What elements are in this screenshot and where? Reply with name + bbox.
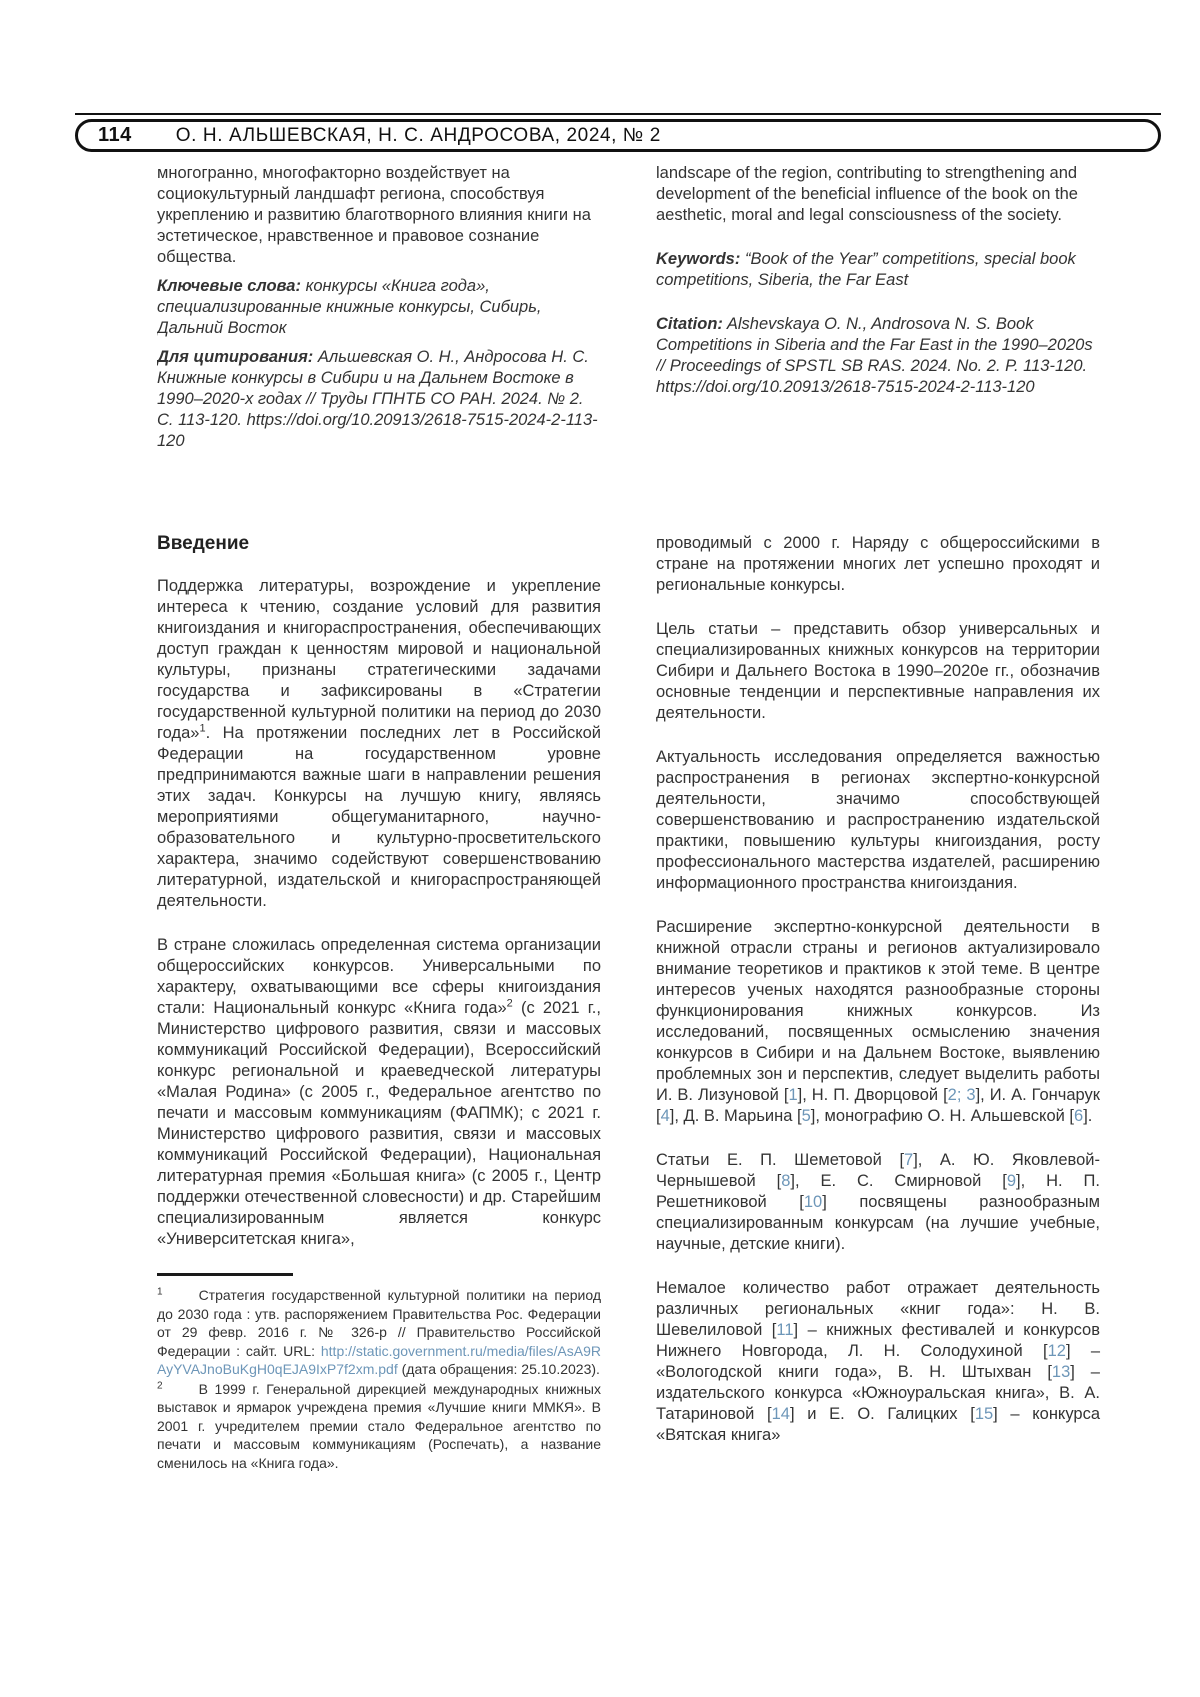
text-segment: конкурсы «Книга года», специализированные книжные конкурсы, Сибирь, Дальний Восток bbox=[157, 277, 542, 337]
left-column bbox=[157, 163, 601, 1473]
paragraph bbox=[157, 347, 601, 452]
text-segment: ] – книжных фестивалей и конкурсов Нижнего Новгорода, Л. Н. Солодухиной [ bbox=[656, 1321, 1100, 1360]
left-body-text bbox=[157, 576, 601, 1250]
text-segment: landscape of the region, contributing to strengthening and development of the beneficial influence of the book on the aesthetic, moral and legal consciousness of the society. bbox=[656, 164, 1078, 224]
text-segment: ] посвящены разнообразным специализированным конкурсам (на лучшие учебные, научные, детские книги). bbox=[656, 1193, 1100, 1253]
paragraph bbox=[656, 619, 1100, 724]
text-segment: ], Д. В. Марьина [ bbox=[669, 1107, 802, 1125]
paragraph bbox=[656, 747, 1100, 894]
header-top-rule bbox=[75, 113, 1161, 115]
citation-ref[interactable]: 2; 3 bbox=[947, 1086, 976, 1104]
text-segment: ] – издательского конкурса «Южноуральская книга», В. А. Татариновой [ bbox=[656, 1363, 1100, 1423]
text-segment: ], Е. С. Смирновой [ bbox=[790, 1172, 1007, 1190]
running-title: О. Н. АЛЬШЕВСКАЯ, Н. С. АНДРОСОВА, 2024, № 2 bbox=[175, 124, 661, 146]
running-header bbox=[75, 119, 1161, 152]
text-segment: Стратегия государственной культурной политики на период до 2030 года : утв. распоряжением Правительства Рос. Федерации от 29 февр. 2016 г. № 326-р // Правительство Российской Федерации : сайт. URL: bbox=[157, 1287, 601, 1359]
paragraph bbox=[656, 249, 1100, 291]
citation-ref[interactable]: 7 bbox=[904, 1151, 914, 1169]
text-segment: В 1999 г. Генеральной дирекцией международных книжных выставок и ярмарок учреждена премия «Лучшие книги ММКЯ». В 2001 г. учредителем премии стало Федеральное агентство по печати и массовым коммуникациям (Роспечать), а название сменилось на «Книга года». bbox=[157, 1380, 601, 1471]
text-segment: многогранно, многофакторно воздействует на социокультурный ландшафт региона, способствуя укреплению и развитию благотворного влияния книги на эстетическое, нравственное и правовое сознание общества. bbox=[157, 164, 591, 266]
text-segment: (с 2021 г., Министерство цифрового развития, связи и массовых коммуникаций Российской Федерации), Всероссийский конкурс региональной и краеведческой литературы «Малая Родина» (с 2005 г., Федеральное агентство по печати и массовым коммуникациям (ФАПМК); с 2021 г. Министерство цифрового развития, связи и массовых коммуникаций Российской Федерации), Национальная литературная премия «Большая книга» (с 2005 г., Центр поддержки отечественной словесности) и др. Старейшим специализированным является конкурс «Университетская книга», bbox=[157, 999, 601, 1248]
citation-ref[interactable]: 12 bbox=[1047, 1342, 1066, 1360]
text-segment: Цель статьи – представить обзор универсальных и специализированных книжных конкурсов на территории Сибири и Дальнего Востока в 1990–2020е гг., обозначив основные тенденции и перспективные направления их деятельности. bbox=[656, 620, 1100, 722]
footnote-divider bbox=[157, 1273, 293, 1276]
two-column-content bbox=[157, 163, 1100, 1473]
citation-ref[interactable]: 6 bbox=[1074, 1107, 1084, 1125]
footnotes-block bbox=[157, 1286, 601, 1472]
text-segment: ], монографию О. Н. Альшевской [ bbox=[810, 1107, 1075, 1125]
paragraph bbox=[157, 276, 601, 339]
text-segment: Ключевые слова: bbox=[157, 277, 301, 295]
text-segment: Альшевская О. Н., Андросова Н. С. Книжные конкурсы в Сибири и на Дальнем Востоке в 1990–2020-х годах // Труды ГПНТБ СО РАН. 2024. № 2. С. 113-120. https://doi.org/10.20913/2618-7515-2024-2-113-120 bbox=[157, 348, 598, 450]
footnote-marker: 2 bbox=[506, 997, 513, 1010]
hyperlink[interactable]: http://static.government.ru/media/files/AsA9RAyYVAJnoBuKgH0qEJA9IxP7f2xm.pdf bbox=[157, 1342, 601, 1377]
paragraph bbox=[656, 917, 1100, 1127]
paragraph bbox=[656, 533, 1100, 596]
text-segment: Alshevskaya O. N., Androsova N. S. Book Competitions in Siberia and the Far East in the 1990–2020s // Proceedings of SPSTL SB RAS. 2024. No. 2. P. 113-120. https://doi.org/10.20913/2618-7515-2024-2-113-120 bbox=[656, 315, 1093, 396]
text-segment: ], Н. П. Решетниковой [ bbox=[656, 1172, 1100, 1211]
footnote-number: 2 bbox=[157, 1379, 163, 1391]
right-front-matter bbox=[656, 163, 1100, 533]
text-segment: “Book of the Year” competitions, special book competitions, Siberia, the Far East bbox=[656, 250, 1076, 289]
citation-ref[interactable]: 14 bbox=[771, 1405, 790, 1423]
paragraph bbox=[157, 163, 601, 268]
text-segment: ] – «Вологодской книги года», В. Н. Штыхван [ bbox=[656, 1342, 1100, 1381]
citation-ref[interactable]: 11 bbox=[776, 1321, 794, 1339]
text-segment: ], А. Ю. Яковлевой-Чернышевой [ bbox=[656, 1151, 1100, 1190]
citation-ref[interactable]: 13 bbox=[1051, 1363, 1071, 1381]
citation-ref[interactable]: 5 bbox=[801, 1107, 811, 1125]
paragraph bbox=[656, 1278, 1100, 1446]
citation-ref[interactable]: 4 bbox=[660, 1107, 670, 1125]
footnote bbox=[157, 1380, 601, 1473]
section-heading-introduction: Введение bbox=[157, 533, 250, 554]
paragraph bbox=[157, 576, 601, 912]
text-segment: . На протяжении последних лет в Российской Федерации на государственном уровне предпринимаются важные шаги в направлении решения этих задач. Конкурсы на лучшую книгу, являясь мероприятиями общегуманитарного, научно-образовательного и культурно-просветительского характера, значимо содействуют совершенствованию литературной, издательской и книгораспространяющей деятельности. bbox=[157, 724, 601, 910]
citation-ref[interactable]: 15 bbox=[974, 1405, 994, 1423]
paragraph bbox=[656, 1150, 1100, 1255]
text-segment: ], Н. П. Дворцовой [ bbox=[797, 1086, 948, 1104]
text-segment: Citation: bbox=[656, 315, 723, 333]
right-body-text bbox=[656, 533, 1100, 1446]
footnote-marker: 1 bbox=[199, 722, 206, 735]
citation-ref[interactable]: 10 bbox=[803, 1193, 823, 1211]
footnote-number: 1 bbox=[157, 1286, 163, 1298]
paragraph bbox=[656, 314, 1100, 398]
text-segment: Статьи Е. П. Шеметовой [ bbox=[656, 1151, 905, 1169]
text-segment: В стране сложилась определенная система организации общероссийских конкурсов. Универсальными по характеру, охватывающими все сферы книгоиздания стали: Национальный конкурс «Книга года» bbox=[157, 936, 601, 1017]
text-segment: проводимый с 2000 г. Наряду с общероссийскими в стране на протяжении многих лет успешно проходят и региональные конкурсы. bbox=[656, 534, 1100, 594]
paragraph bbox=[157, 935, 601, 1250]
citation-ref[interactable]: 1 bbox=[788, 1086, 798, 1104]
page-number: 114 bbox=[98, 124, 132, 146]
text-segment: ] – конкурса «Вятская книга» bbox=[656, 1405, 1101, 1444]
text-segment: Поддержка литературы, возрождение и укрепление интереса к чтению, создание условий для развития книгоиздания и книгораспространения, обеспечивающих доступ граждан к ценностям мировой и национальной культуры, признаны стратегическими задачами государства и зафиксированы в «Стратегии государственной культурной политики на период до 2030 года» bbox=[157, 577, 601, 742]
text-segment: ], И. А. Гончарук [ bbox=[656, 1086, 1101, 1125]
text-segment: Расширение экспертно-конкурсной деятельности в книжной отрасли страны и регионов актуализировало внимание теоретиков и практиков к этой теме. В центре интересов ученых находятся разнообразные стороны функционирования книжных конкурсов. Из исследований, посвященных осмыслению значения конкурсов в Сибири и на Дальнем Востоке, выявлению проблемных зон и перспектив, следует выделить работы И. В. Лизуновой [ bbox=[656, 918, 1100, 1104]
text-segment: Актуальность исследования определяется важностью распространения в регионах экспертно-конкурсной деятельности, значимо способствующей совершенствованию и распространению издательской практики, повышению культуры книгоиздания, росту профессионального мастерства издателей, расширению информационного пространства книгоиздания. bbox=[656, 748, 1100, 892]
paragraph bbox=[656, 163, 1100, 226]
citation-ref[interactable]: 9 bbox=[1006, 1172, 1017, 1190]
text-segment: ]. bbox=[1083, 1107, 1093, 1125]
text-segment: ] и Е. О. Галицких [ bbox=[789, 1405, 975, 1423]
footnote bbox=[157, 1286, 601, 1379]
text-segment: Для цитирования: bbox=[157, 348, 314, 366]
text-segment: (дата обращения: 25.10.2023). bbox=[397, 1361, 600, 1377]
citation-ref[interactable]: 8 bbox=[781, 1172, 791, 1190]
right-column bbox=[656, 163, 1100, 1473]
text-segment: Немалое количество работ отражает деятельность различных региональных «книг года»: Н. В. Шевелиловой [ bbox=[656, 1279, 1100, 1339]
text-segment: Keywords: bbox=[656, 250, 741, 268]
left-front-matter bbox=[157, 163, 601, 533]
